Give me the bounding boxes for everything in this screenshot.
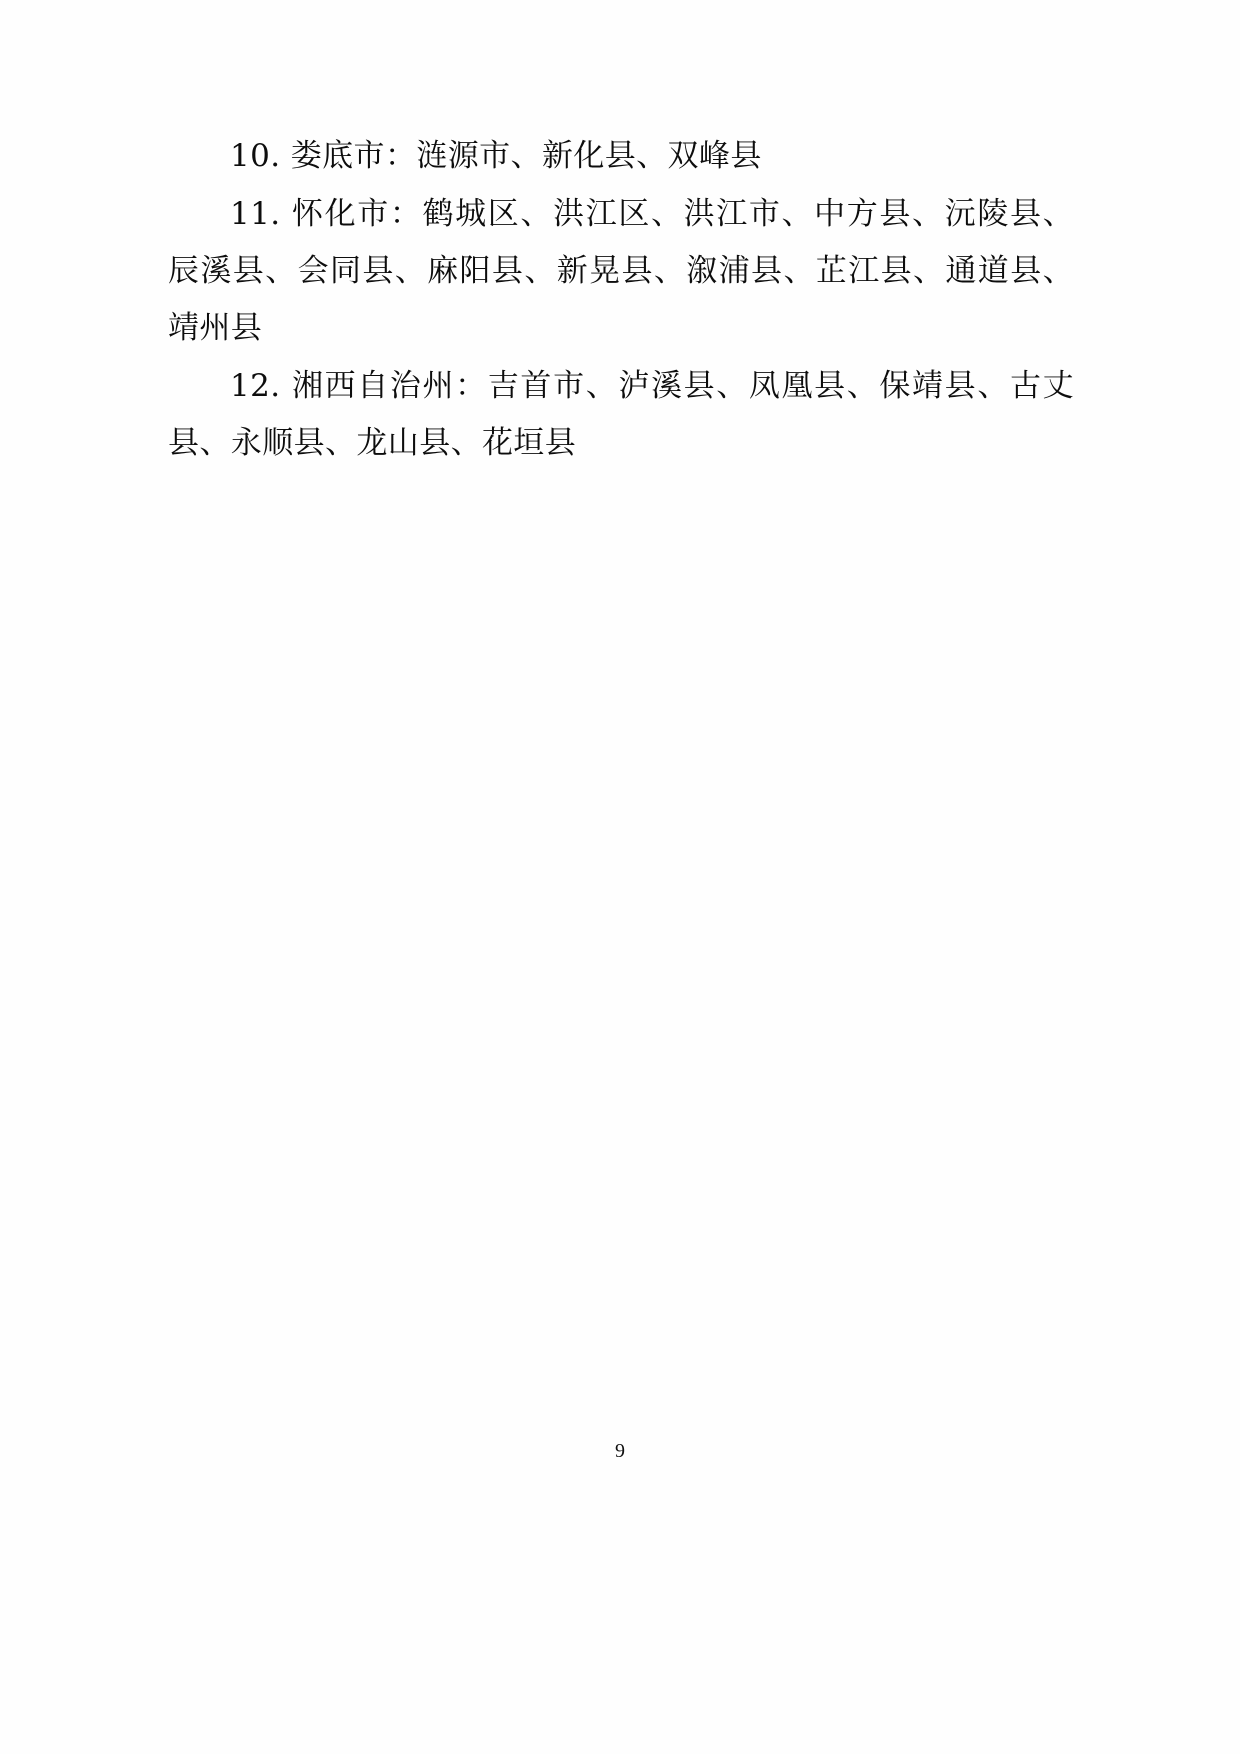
- document-body: [168, 128, 1074, 473]
- list-item: 10. 娄底市：涟源市、新化县、双峰县: [230, 138, 762, 174]
- page-number: 9: [615, 1440, 625, 1462]
- list-item: 11. 怀化市：鹤城区、洪江区、洪江市、中方县、沅陵县、辰溪县、会同县、麻阳县、新晃县、溆浦县、芷江县、通道县、靖州县: [168, 196, 1074, 346]
- list-item: 12. 湘西自治州：吉首市、泸溪县、凤凰县、保靖县、古丈县、永顺县、龙山县、花垣县: [168, 368, 1074, 461]
